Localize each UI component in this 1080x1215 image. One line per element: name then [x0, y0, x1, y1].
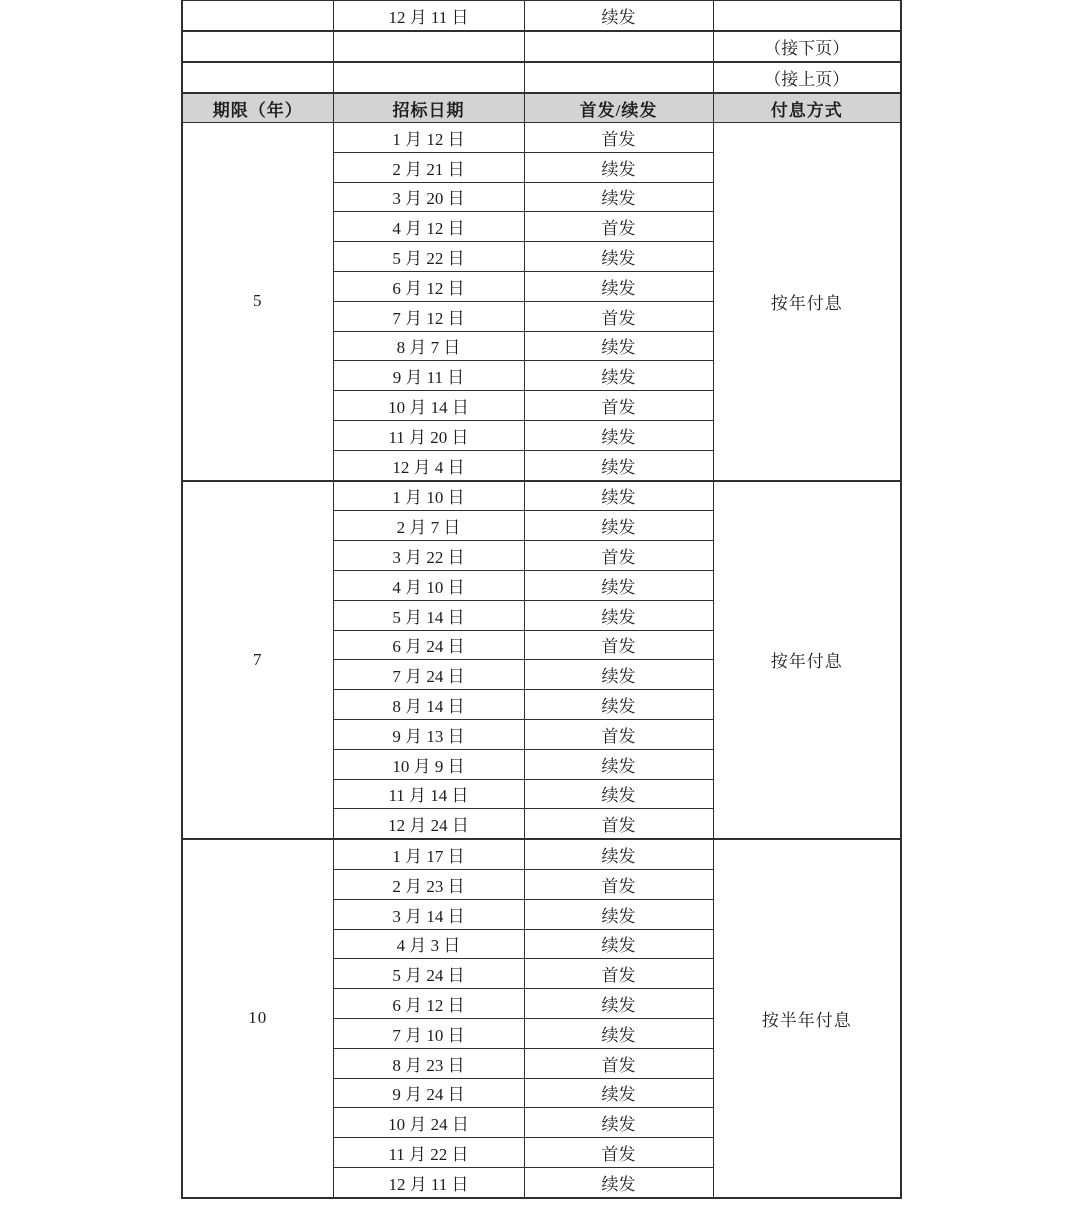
payment-cell: 按年付息: [713, 123, 901, 481]
date-cell: 6 月 24 日: [333, 630, 524, 660]
header-issue: 首发/续发: [524, 93, 713, 123]
issue-cell: 续发: [524, 331, 713, 361]
date-cell: 11 月 20 日: [333, 420, 524, 450]
date-cell: 7 月 10 日: [333, 1018, 524, 1048]
issue-cell: 首发: [524, 212, 713, 242]
date-cell: 12 月 4 日: [333, 450, 524, 480]
payment-cell: 按半年付息: [713, 839, 901, 1198]
date-cell: [333, 31, 524, 62]
carry-row-continued-next-page: [182, 31, 901, 62]
issue-cell: 续发: [524, 899, 713, 929]
issue-cell: 首发: [524, 630, 713, 660]
page-note-cell: （接上页）: [713, 62, 901, 93]
term-cell: [182, 31, 333, 62]
date-cell: 10 月 24 日: [333, 1108, 524, 1138]
date-cell: 9 月 24 日: [333, 1078, 524, 1108]
bond-auction-schedule-table: [181, 0, 902, 1199]
date-cell: 11 月 14 日: [333, 779, 524, 809]
date-cell: 5 月 14 日: [333, 600, 524, 630]
date-cell: 1 月 12 日: [333, 123, 524, 153]
date-cell: 1 月 10 日: [333, 481, 524, 511]
term-cell: [182, 62, 333, 93]
issue-cell: 首发: [524, 809, 713, 839]
schedule-table: [181, 0, 902, 1199]
issue-cell: 续发: [524, 481, 713, 511]
carry-rows: [182, 1, 901, 123]
date-cell: 1 月 17 日: [333, 839, 524, 869]
table-row: [182, 839, 901, 869]
issue-cell: 续发: [524, 929, 713, 959]
date-cell: 2 月 7 日: [333, 511, 524, 541]
issue-cell: 首发: [524, 719, 713, 749]
term-cell: 5: [182, 123, 333, 481]
issue-cell: 首发: [524, 869, 713, 899]
table-row: [182, 481, 901, 511]
issue-cell: 续发: [524, 749, 713, 779]
issue-cell: 首发: [524, 301, 713, 331]
issue-cell: 续发: [524, 361, 713, 391]
issue-cell: 续发: [524, 1018, 713, 1048]
date-cell: 9 月 13 日: [333, 719, 524, 749]
payment-cell: [713, 1, 901, 32]
issue-cell: 续发: [524, 182, 713, 212]
date-cell: 6 月 12 日: [333, 989, 524, 1019]
date-cell: 8 月 7 日: [333, 331, 524, 361]
table-header-row: [182, 93, 901, 123]
term-cell: 10: [182, 839, 333, 1198]
issue-cell: [524, 31, 713, 62]
date-cell: 5 月 22 日: [333, 242, 524, 272]
date-cell: 4 月 3 日: [333, 929, 524, 959]
issue-cell: 续发: [524, 660, 713, 690]
issue-cell: 续发: [524, 1078, 713, 1108]
date-cell: 6 月 12 日: [333, 271, 524, 301]
date-cell: 2 月 23 日: [333, 869, 524, 899]
date-cell: 7 月 12 日: [333, 301, 524, 331]
date-cell: 5 月 24 日: [333, 959, 524, 989]
page-note-cell: （接下页）: [713, 31, 901, 62]
date-cell: 10 月 14 日: [333, 391, 524, 421]
date-cell: 12 月 11 日: [333, 1167, 524, 1197]
issue-cell: 续发: [524, 1167, 713, 1197]
term-cell: [182, 1, 333, 32]
issue-cell: 续发: [524, 989, 713, 1019]
date-cell: [333, 62, 524, 93]
issue-cell: 续发: [524, 511, 713, 541]
issue-cell: 首发: [524, 123, 713, 153]
issue-cell: 首发: [524, 1138, 713, 1168]
term-cell: 7: [182, 481, 333, 840]
date-cell: 3 月 22 日: [333, 541, 524, 571]
issue-cell: 首发: [524, 541, 713, 571]
header-payment: 付息方式: [713, 93, 901, 123]
issue-cell: 首发: [524, 391, 713, 421]
issue-cell: 续发: [524, 450, 713, 480]
date-cell: 8 月 23 日: [333, 1048, 524, 1078]
date-cell: 10 月 9 日: [333, 749, 524, 779]
date-cell: 11 月 22 日: [333, 1138, 524, 1168]
date-cell: 7 月 24 日: [333, 660, 524, 690]
table-body: [182, 123, 901, 1198]
issue-cell: 续发: [524, 690, 713, 720]
issue-cell: 续发: [524, 1, 713, 32]
issue-cell: 续发: [524, 779, 713, 809]
date-cell: 8 月 14 日: [333, 690, 524, 720]
issue-cell: 续发: [524, 152, 713, 182]
issue-cell: 续发: [524, 839, 713, 869]
issue-cell: 续发: [524, 420, 713, 450]
date-cell: 3 月 14 日: [333, 899, 524, 929]
payment-cell: 按年付息: [713, 481, 901, 840]
header-term: 期限（年）: [182, 93, 333, 123]
date-cell: 4 月 10 日: [333, 570, 524, 600]
date-cell: 4 月 12 日: [333, 212, 524, 242]
date-cell: 12 月 11 日: [333, 1, 524, 32]
header-date: 招标日期: [333, 93, 524, 123]
issue-cell: 首发: [524, 1048, 713, 1078]
issue-cell: 续发: [524, 271, 713, 301]
date-cell: 9 月 11 日: [333, 361, 524, 391]
date-cell: 3 月 20 日: [333, 182, 524, 212]
date-cell: 12 月 24 日: [333, 809, 524, 839]
issue-cell: 续发: [524, 570, 713, 600]
table-row: [182, 123, 901, 153]
carry-row-continued-from-prev-page: [182, 62, 901, 93]
date-cell: 2 月 21 日: [333, 152, 524, 182]
carry-row-prev-tail: [182, 1, 901, 32]
issue-cell: 续发: [524, 242, 713, 272]
issue-cell: 首发: [524, 959, 713, 989]
issue-cell: [524, 62, 713, 93]
issue-cell: 续发: [524, 600, 713, 630]
issue-cell: 续发: [524, 1108, 713, 1138]
